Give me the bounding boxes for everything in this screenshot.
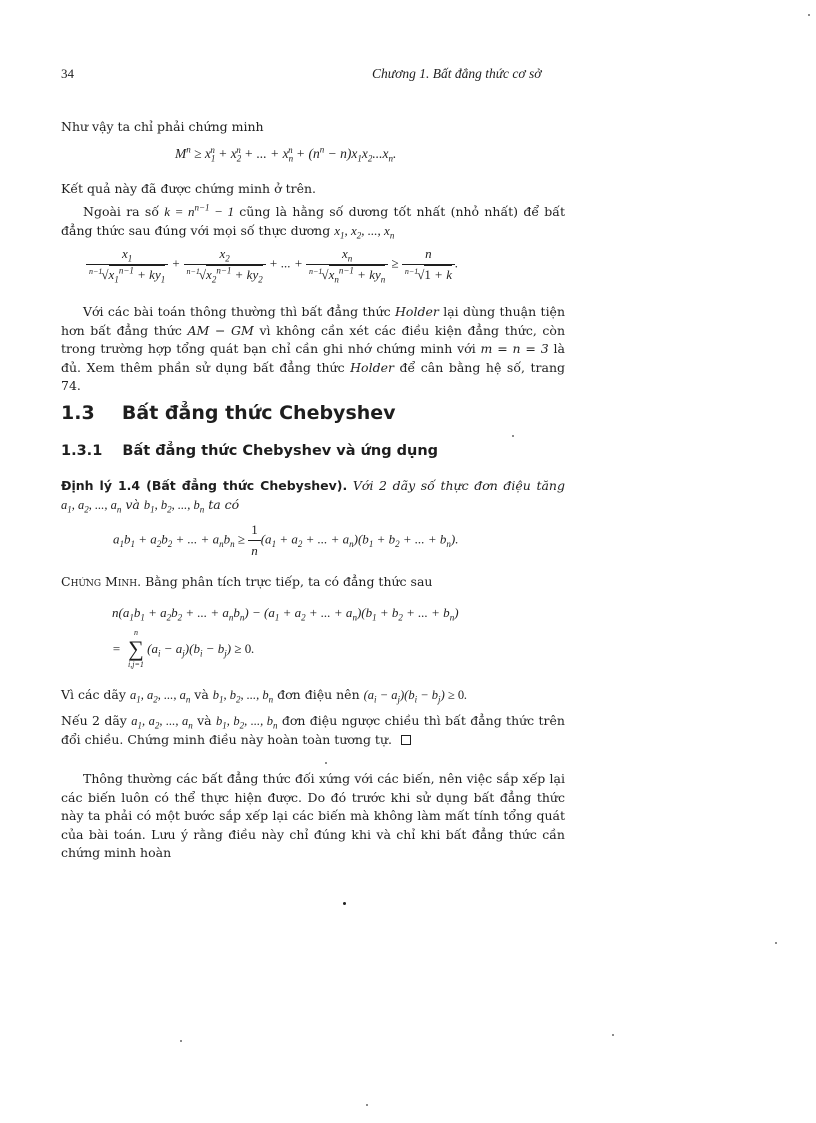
equation-chebyshev: $a_1b_1 + a_2b_2$ + ... + $a_nb_n$ ≥ $\frac{1}{n}$ ($a_1 + a_2$ + ... + $a_n)(b_1 + b_2$ + ... + $b_n$).: [113, 522, 459, 558]
scan-speck: [612, 1034, 614, 1036]
scan-speck: [808, 14, 810, 16]
paragraph-5-a: Vì các dãy: [61, 687, 126, 702]
paragraph-5-b: đơn điệu nên: [277, 687, 360, 702]
qed-square-icon: [401, 735, 411, 745]
paragraph-1: Như vậy ta chỉ phải chứng minh: [61, 119, 264, 134]
m-n-term: m = n = 3: [480, 341, 549, 356]
subsection-title: Bất đẳng thức Chebyshev và ứng dụng: [122, 443, 439, 459]
holder-term-2: Holder: [350, 359, 394, 375]
scan-speck: [180, 1040, 182, 1042]
paragraph-6: Nếu 2 dãy $a_1$, $a_2$, ..., $a_n$ và $b_1$, $b_2$, ..., $b_n$ đơn điệu ngược chiều thì bất đẳng thức trên đổi chiều. Chứng minh điều này hoàn toàn tương tự.: [61, 713, 565, 747]
theorem-1-4: Định lý 1.4 (Bất đẳng thức Chebyshev). Với 2 dãy số thực đơn điệu tăng $a_1$, $a_2$, ..., $a_n$ và $b_1$, $b_2$, ..., $b_n$ ta có: [61, 478, 565, 514]
paragraph-6-a: Nếu 2 dãy: [61, 713, 127, 728]
paragraph-3-start: Ngoài ra số: [83, 204, 159, 219]
proof-intro: [61, 573, 432, 592]
theorem-text-b: ta có: [208, 496, 240, 512]
paragraph-6-and: và: [197, 713, 212, 728]
paragraph-7: Thông thường các bất đẳng thức đối xứng với các biến, nên việc sắp xếp lại các biến luôn có thể thực hiện được. Do đó trước khi sử dụng bất đẳng thức này ta phải có một bước sắp xếp lại các biến mà không làm mất tính tổng quát của bài toán. Lưu ý rằng điều này chỉ đúng khi và chỉ khi bất đẳng thức cần chứng minh hoàn: [61, 771, 565, 860]
paragraph-4-d: là đủ. Xem thêm phần sử dụng bất đẳng thức: [61, 341, 565, 375]
running-title: Chương 1. Bất đẳng thức cơ sở: [372, 66, 542, 81]
section-heading: [61, 402, 396, 424]
paragraph-4-a: Với các bài toán thông thường thì bất đẳng thức: [83, 304, 391, 319]
paragraph-2: Kết quả này đã được chứng minh ở trên.: [61, 181, 316, 196]
paragraph-4-c: vì không cần xét các điều kiện đẳng thức, còn trong trường hợp tổng quát bạn chỉ cần ghi nhớ chứng minh với: [61, 322, 565, 356]
paragraph-5-and: và: [194, 687, 209, 702]
equation-best-constant: $\frac{x_1}{^{n-1}√x_1^{n-1} + ky_1}$ + $\frac{x_2}{^{n-1}√x_2^{n-1} + ky_2}$ + ... + $\frac{x_n}{^{n-1}√x_n^{n-1} + ky_n}$ ≥ $\frac{n}{^{n-1}√1 + k}$ .: [86, 246, 458, 283]
paragraph-6-b: đơn điệu ngược chiều thì bất đẳng thức trên đổi chiều. Chứng minh điều này hoàn toàn tương tự.: [61, 713, 565, 747]
theorem-text-a: Với 2 dãy số thực đơn điệu tăng: [352, 478, 565, 493]
equation-m-power: $M^n \ge x_1^n + x_2^n$ + ... + $x_n^n + (n^n - n)x_1x_2...x_n$.: [175, 144, 397, 164]
theorem-and: và: [125, 496, 140, 512]
paragraph-4-e: để cân bằng hệ số, trang 74.: [61, 359, 565, 393]
proof-label: Chứng Minh.: [61, 574, 142, 589]
paragraph-4: [61, 303, 565, 396]
proof-text: Bằng phân tích trực tiếp, ta có đẳng thức sau: [145, 574, 433, 589]
scan-speck: [325, 762, 327, 764]
paragraph-3: Ngoài ra số $k = n^{n-1} - 1$ cũng là hằng số dương tốt nhất (nhỏ nhất) để bất đẳng thức sau đúng với mọi số thực dương $x_1$, $x_2$, ..., $x_n$: [61, 202, 565, 241]
page-number: 34: [61, 66, 74, 81]
amgm-term: AM − GM: [187, 322, 254, 338]
holder-term: Holder: [395, 304, 439, 319]
section-title: Bất đẳng thức Chebyshev: [121, 402, 396, 424]
subsection-number: 1.3.1: [61, 443, 103, 459]
scan-speck: [343, 902, 346, 905]
equation-proof-line-2: = n ∑ i,j=1 $(a_i - a_j)(b_i - b_j) \ge 0$.: [112, 628, 255, 669]
paragraph-5: Vì các dãy $a_1$, $a_2$, ..., $a_n$ và $b_1$, $b_2$, ..., $b_n$ đơn điệu nên $(a_i - a_j)(b_i - b_j) \ge 0$.: [61, 687, 468, 705]
theorem-label: Định lý 1.4 (Bất đẳng thức Chebyshev).: [61, 478, 348, 493]
equation-proof-line-1: $n(a_1b_1 + a_2b_2$ + ... + $a_nb_n) - (a_1 + a_2$ + ... + $a_n)(b_1 + b_2$ + ... + $b_n$): [112, 605, 459, 623]
scan-speck: [512, 435, 514, 437]
subsection-heading: [61, 443, 438, 459]
paragraph-4-b: lại dùng thuận tiện hơn bất đẳng thức: [61, 304, 566, 338]
scan-speck: [775, 942, 777, 944]
section-number: 1.3: [61, 402, 95, 424]
scan-speck: [366, 1104, 368, 1106]
paragraph-3-rest: cũng là hằng số dương tốt nhất (nhỏ nhất) để bất đẳng thức sau đúng với mọi số thực dương: [61, 204, 565, 238]
